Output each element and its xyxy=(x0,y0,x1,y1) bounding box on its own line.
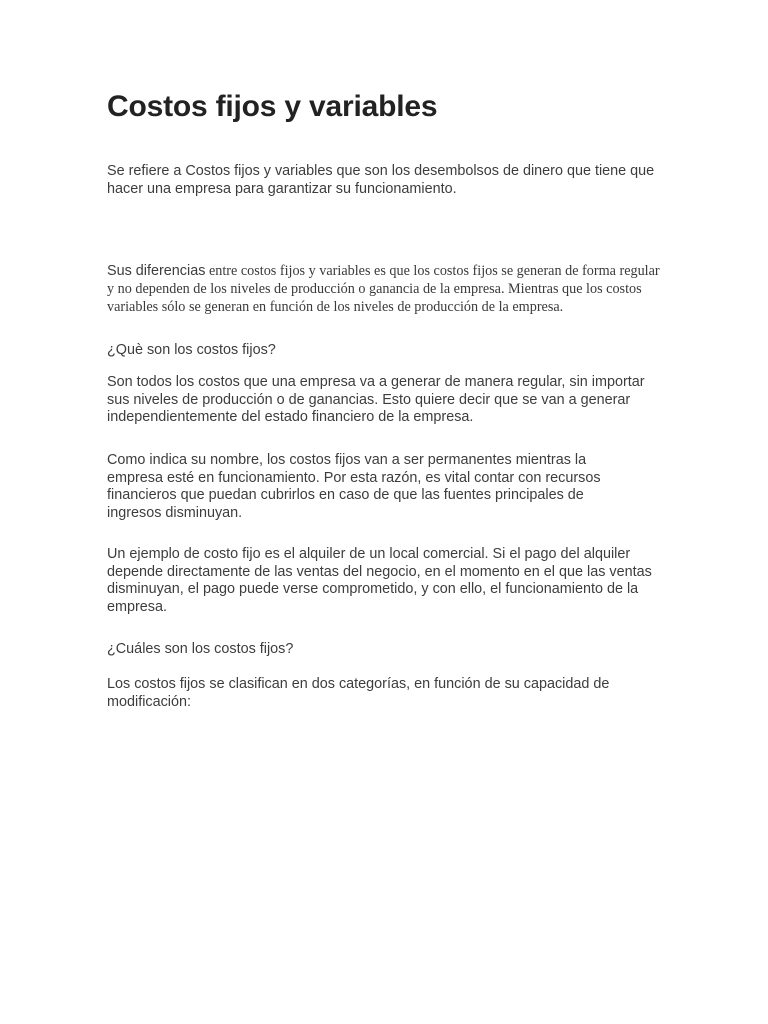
question-que-son: ¿Què son los costos fijos? xyxy=(107,342,276,358)
explanation-paragraph: Como indica su nombre, los costos fijos van a ser permanentes mientras la empresa esté en funcionamiento. Por esta razón, es vital contar con recursos financieros que puedan cubrirlos en caso de que las fuentes principales de ingresos disminuyan. xyxy=(107,452,601,521)
differences-lead: Sus diferencias xyxy=(107,263,206,279)
differences-text: entre costos fijos y variables es que los costos fijos se generan de forma regular y no dependen de los niveles de producción o ganancia de la empresa. Mientras que los costos variables sólo se generan en función de los niveles de producción de la empresa. xyxy=(107,263,660,315)
classification-paragraph: Los costos fijos se clasifican en dos categorías, en función de su capacidad de modificación: xyxy=(107,676,610,710)
differences-paragraph xyxy=(107,262,663,316)
intro-paragraph: Se refiere a Costos fijos y variables que son los desembolsos de dinero que tiene que hacer una empresa para garantizar su funcionamiento. xyxy=(107,163,655,197)
example-paragraph: Un ejemplo de costo fijo es el alquiler de un local comercial. Si el pago del alquiler depende directamente de las ventas del negocio, en el momento en el que las ventas disminuyan, el pago puede verse comprometido, y con ello, el funcionamiento de la empresa. xyxy=(107,546,652,615)
question-cuales-son: ¿Cuáles son los costos fijos? xyxy=(107,641,294,657)
definition-paragraph: Son todos los costos que una empresa va a generar de manera regular, sin importar sus niveles de producción o de ganancias. Esto quiere decir que se van a generar independientemente del estado financiero de la empresa. xyxy=(107,374,645,425)
page-title: Costos fijos y variables xyxy=(107,90,438,123)
